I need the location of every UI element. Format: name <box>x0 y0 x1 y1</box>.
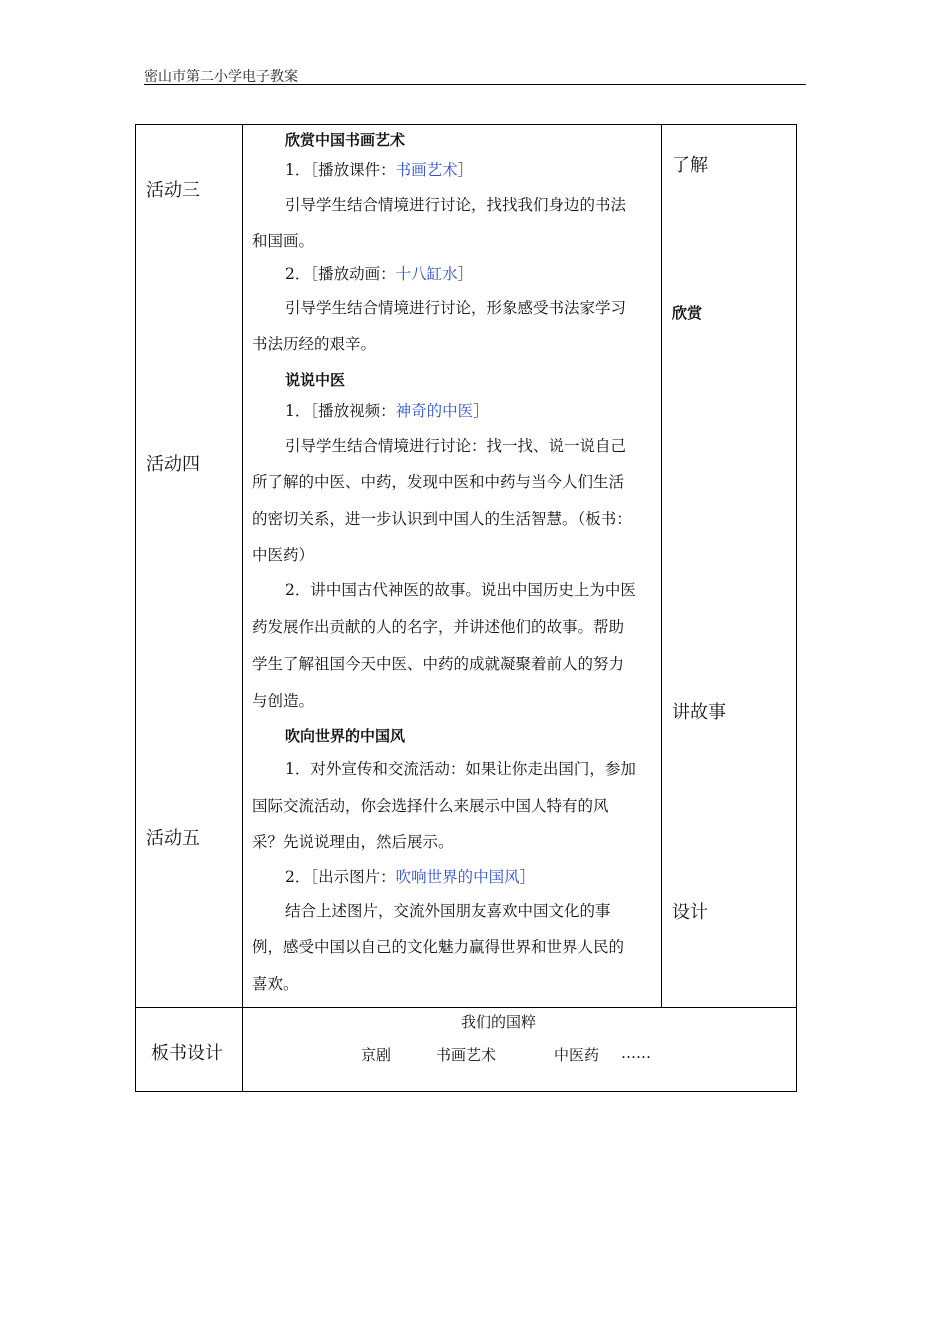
label-activity-five: 活动五 <box>146 828 200 849</box>
animation-link[interactable]: 十八缸水 <box>395 265 458 283</box>
right-label-appreciate: 欣赏 <box>672 304 703 322</box>
step-prefix: 2．［播放动画： <box>285 265 396 283</box>
label-board-design: 板书设计 <box>151 1043 223 1064</box>
section-title-calligraphy: 欣赏中国书画艺术 <box>285 131 406 149</box>
label-activity-three: 活动三 <box>146 180 200 201</box>
paragraph <box>285 867 535 887</box>
paragraph <box>285 160 473 180</box>
board-title: 我们的国粹 <box>461 1013 537 1031</box>
paragraph-line: 学生了解祖国今天中医、中药的成就凝聚着前人的努力 <box>252 655 625 673</box>
image-link[interactable]: 吹响世界的中国风 <box>395 868 520 886</box>
paragraph-line: 的密切关系，进一步认识到中国人的生活智慧。（板书： <box>252 510 632 528</box>
paragraph-line: 喜欢。 <box>252 975 299 993</box>
step-prefix: 1．［播放课件： <box>285 161 396 179</box>
section-title-chinese-medicine: 说说中医 <box>285 371 346 389</box>
paragraph-line: 与创造。 <box>252 692 315 710</box>
right-label-tell-story: 讲故事 <box>672 702 726 723</box>
board-item: …… <box>621 1044 651 1062</box>
paragraph-line: 所了解的中医、中药，发现中医和中药与当今人们生活 <box>252 473 625 491</box>
step-prefix: 2．［出示图片： <box>285 868 396 886</box>
paragraph-line: 中医药） <box>252 546 315 564</box>
paragraph <box>285 264 473 284</box>
board-item: 京剧 <box>361 1046 392 1064</box>
header-divider <box>144 84 806 85</box>
page-header-title: 密山市第二小学电子教案 <box>144 69 298 85</box>
step-suffix: ］ <box>457 265 474 283</box>
paragraph-line: 引导学生结合情境进行讨论：找一找、说一说自己 <box>285 437 627 455</box>
step-prefix: 1．［播放视频： <box>285 402 396 420</box>
paragraph <box>285 401 489 421</box>
paragraph-line: 例，感受中国以自己的文化魅力赢得世界和世界人民的 <box>252 938 625 956</box>
right-label-understand: 了解 <box>672 155 708 176</box>
step-suffix: ］ <box>473 402 489 420</box>
right-label-design: 设计 <box>672 902 708 923</box>
table-row-divider <box>135 1007 797 1008</box>
board-item: 书画艺术 <box>436 1046 497 1064</box>
table-column-divider-right <box>661 124 662 1007</box>
board-item: 中医药 <box>554 1046 600 1064</box>
step-suffix: ］ <box>519 868 536 886</box>
paragraph-line: 和国画。 <box>252 232 315 250</box>
paragraph-line: 2．讲中国古代神医的故事。说出中国历史上为中医 <box>285 581 636 599</box>
paragraph-line: 引导学生结合情境进行讨论，形象感受书法家学习 <box>285 299 627 317</box>
paragraph-line: 国际交流活动，你会选择什么来展示中国人特有的风 <box>252 797 609 815</box>
label-activity-four: 活动四 <box>146 454 200 475</box>
paragraph-line: 1．对外宣传和交流活动：如果让你走出国门，参加 <box>285 760 636 778</box>
paragraph-line: 结合上述图片，交流外国朋友喜欢中国文化的事 <box>285 902 611 920</box>
paragraph-line: 药发展作出贡献的人的名字，并讲述他们的故事。帮助 <box>252 618 625 636</box>
paragraph-line: 采？先说说理由，然后展示。 <box>252 833 454 851</box>
table-column-divider-left <box>242 124 243 1092</box>
video-link[interactable]: 神奇的中医 <box>395 402 474 420</box>
courseware-link[interactable]: 书画艺术 <box>395 161 458 179</box>
section-title-chinese-wind: 吹向世界的中国风 <box>285 727 406 745</box>
step-suffix: ］ <box>457 161 474 179</box>
paragraph-line: 书法历经的艰辛。 <box>252 335 377 353</box>
paragraph-line: 引导学生结合情境进行讨论，找找我们身边的书法 <box>285 196 627 214</box>
